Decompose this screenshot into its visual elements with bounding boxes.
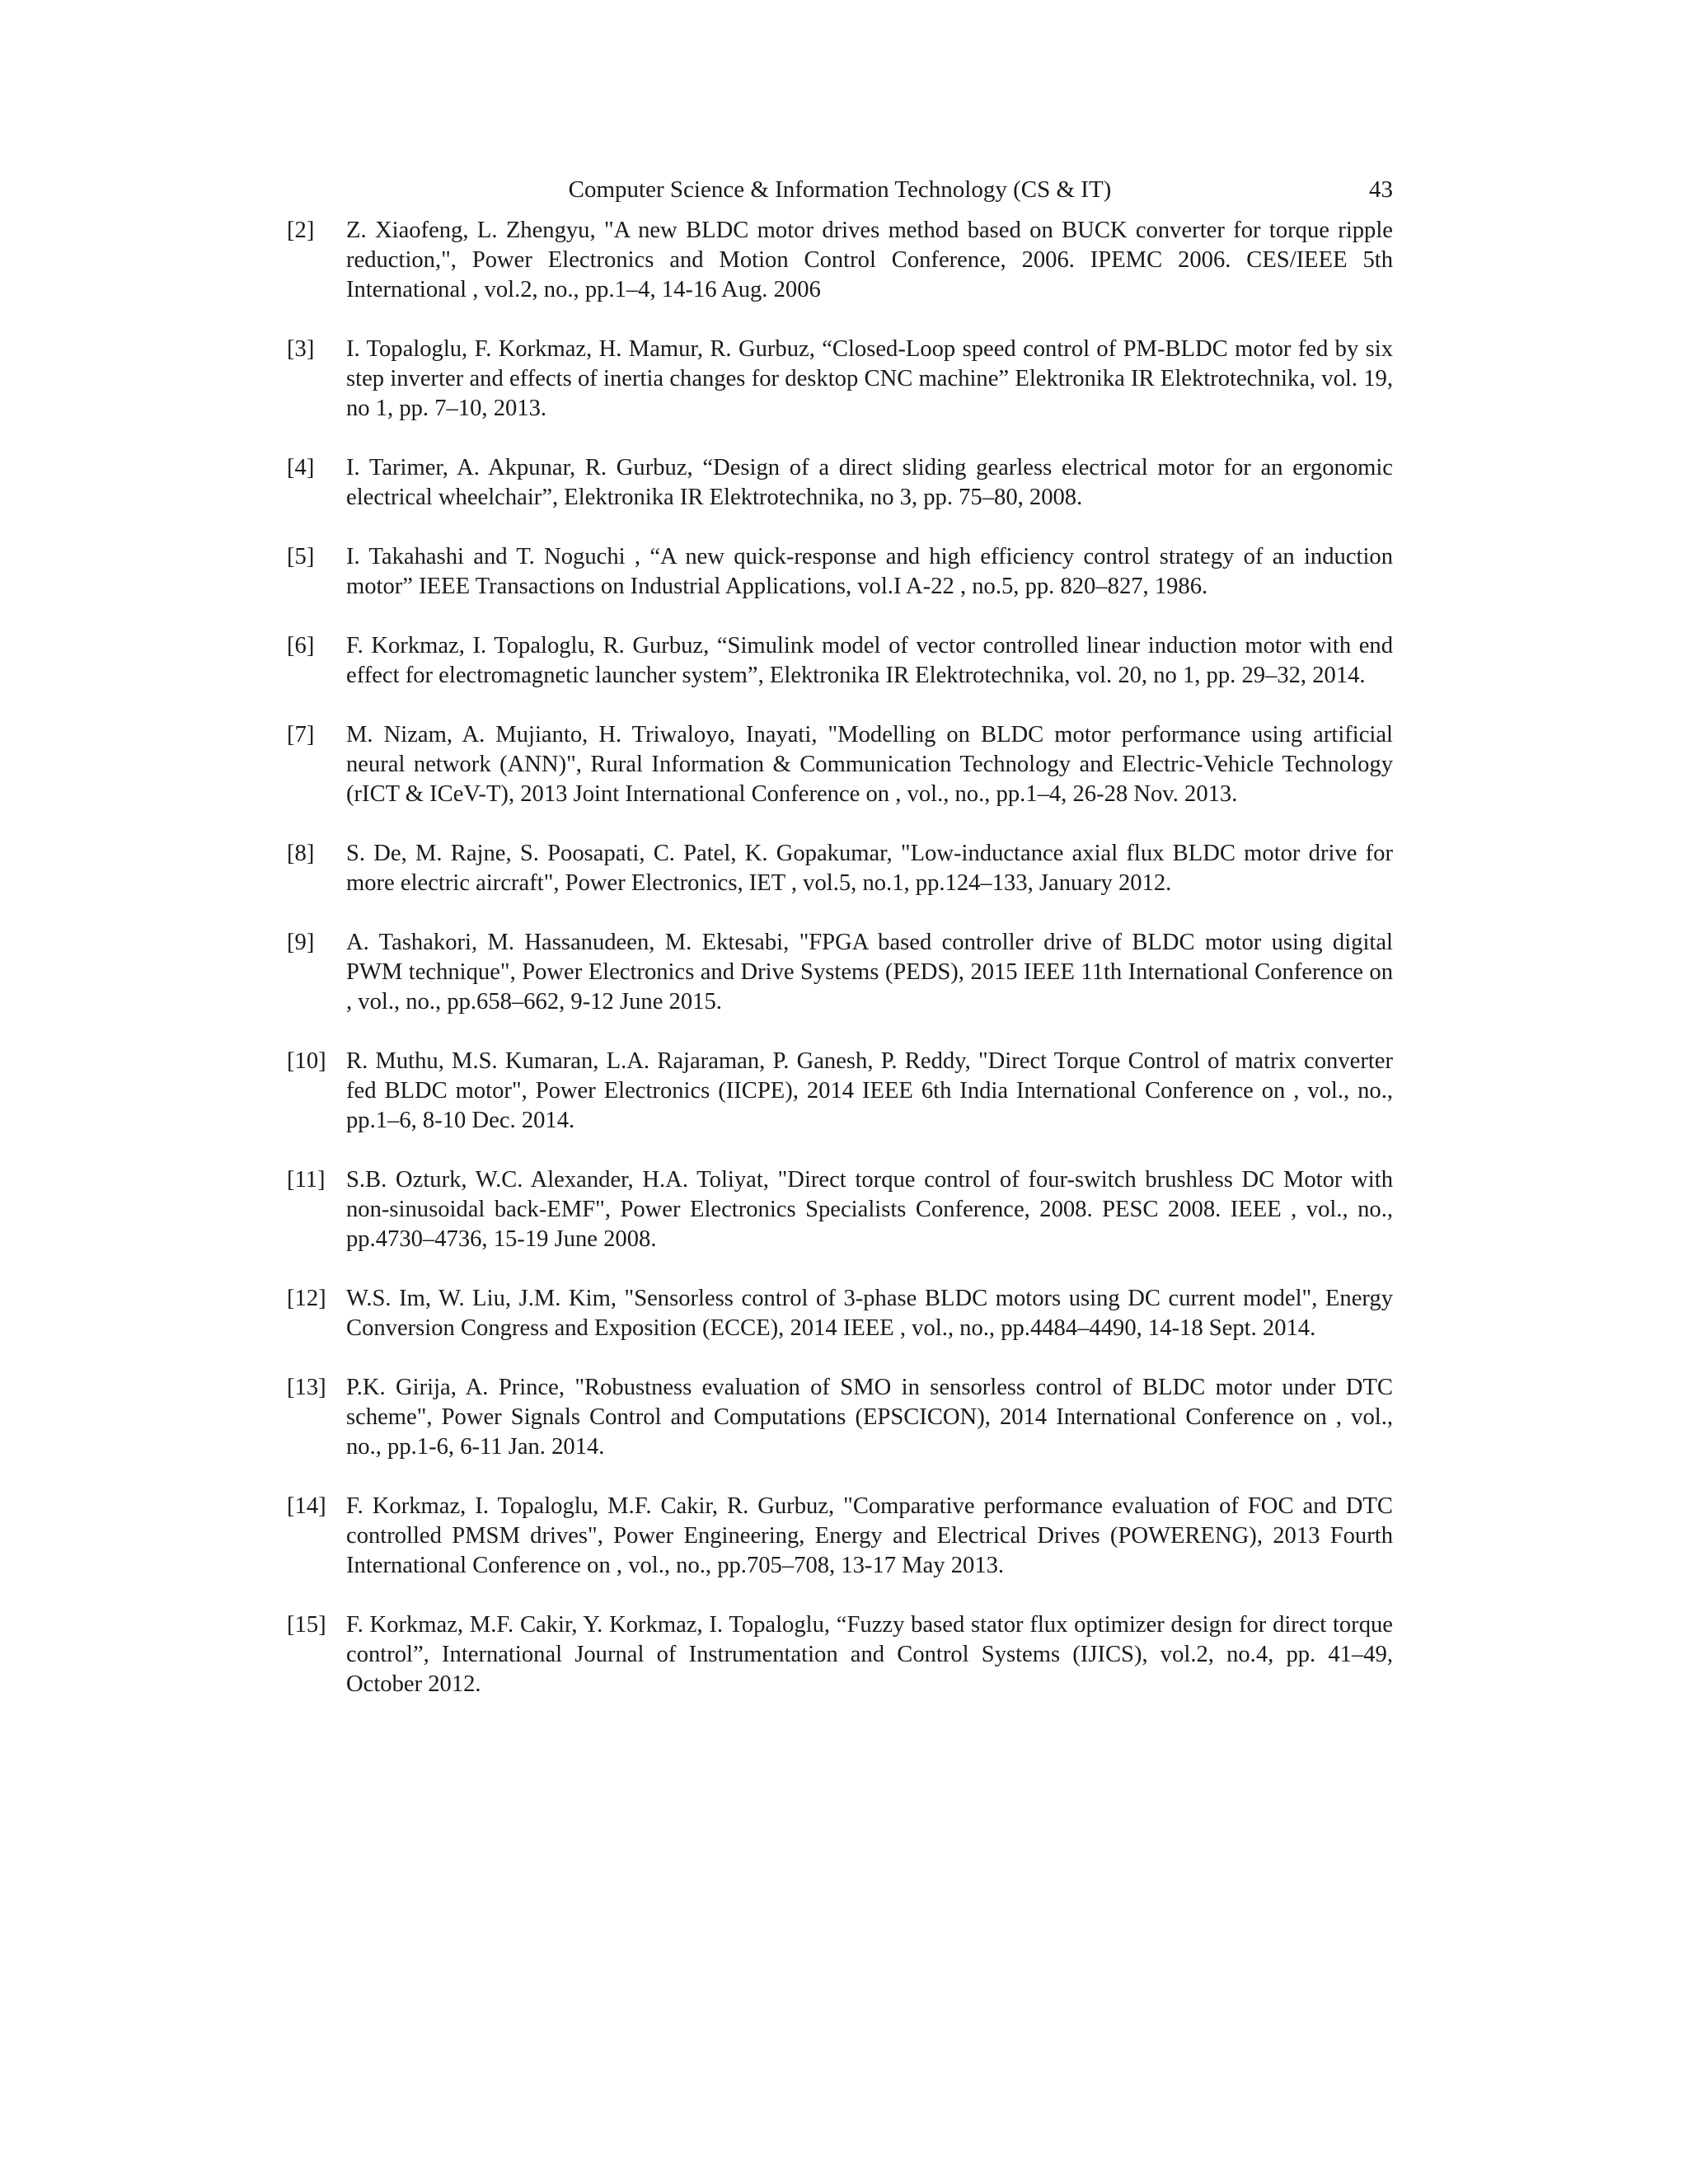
reference-text: M. Nizam, A. Mujianto, H. Triwaloyo, Inayati, "Modelling on BLDC motor performance using artificial neural network (ANN)", Rural Information & Communication Technology and Electric-Vehicle Technology (rICT & ICeV-T), 2013 Joint International Conference on , vol., no., pp.1–4, 26-28 Nov. 2013. xyxy=(346,722,1393,807)
reference-item xyxy=(287,928,1393,1017)
reference-number: [6] xyxy=(287,633,315,658)
reference-item xyxy=(287,542,1393,602)
reference-item xyxy=(287,1373,1393,1462)
reference-number: [2] xyxy=(287,218,315,243)
reference-number: [8] xyxy=(287,841,315,866)
reference-text: F. Korkmaz, I. Topaloglu, M.F. Cakir, R. Gurbuz, "Comparative performance evaluation of FOC and DTC controlled PMSM drives", Power Engineering, Energy and Electrical Drives (POWERENG), 2013 Fourth International Conference on , vol., no., pp.705–708, 13-17 May 2013. xyxy=(346,1493,1393,1578)
reference-item xyxy=(287,720,1393,809)
reference-text: I. Topaloglu, F. Korkmaz, H. Mamur, R. Gurbuz, “Closed-Loop speed control of PM-BLDC motor fed by six step inverter and effects of inertia changes for desktop CNC machine” Elektronika IR Elektrotechnika, vol. 19, no 1, pp. 7–10, 2013. xyxy=(346,336,1393,421)
reference-number: [4] xyxy=(287,455,315,480)
reference-text: Z. Xiaofeng, L. Zhengyu, "A new BLDC motor drives method based on BUCK converter for torque ripple reduction,", Power Electronics and Motion Control Conference, 2006. IPEMC 2006. CES/IEEE 5th International , vol.2, no., pp.1–4, 14-16 Aug. 2006 xyxy=(346,218,1393,302)
reference-item xyxy=(287,335,1393,424)
page-number: 43 xyxy=(1369,176,1393,203)
reference-item xyxy=(287,1492,1393,1581)
reference-item xyxy=(287,216,1393,305)
reference-text: W.S. Im, W. Liu, J.M. Kim, "Sensorless control of 3-phase BLDC motors using DC current model", Energy Conversion Congress and Exposition (ECCE), 2014 IEEE , vol., no., pp.4484–4490, 14-18 Sept. 2014. xyxy=(346,1286,1393,1341)
reference-item xyxy=(287,1610,1393,1699)
reference-number: [9] xyxy=(287,930,315,955)
reference-number: [5] xyxy=(287,544,315,569)
reference-text: P.K. Girija, A. Prince, "Robustness evaluation of SMO in sensorless control of BLDC motor under DTC scheme", Power Signals Control and Computations (EPSCICON), 2014 International Conference on , vol., no., pp.1-6, 6-11 Jan. 2014. xyxy=(346,1375,1393,1460)
reference-text: I. Tarimer, A. Akpunar, R. Gurbuz, “Design of a direct sliding gearless electrical motor for an ergonomic electrical wheelchair”, Elektronika IR Elektrotechnika, no 3, pp. 75–80, 2008. xyxy=(346,455,1393,510)
reference-text: I. Takahashi and T. Noguchi , “A new quick-response and high efficiency control strategy of an induction motor” IEEE Transactions on Industrial Applications, vol.I A-22 , no.5, pp. 820–827, 1986. xyxy=(346,544,1393,599)
reference-text: S. De, M. Rajne, S. Poosapati, C. Patel, K. Gopakumar, "Low-inductance axial flux BLDC motor drive for more electric aircraft", Power Electronics, IET , vol.5, no.1, pp.124–133, January 2012. xyxy=(346,841,1393,896)
reference-item xyxy=(287,839,1393,898)
running-header xyxy=(287,171,1393,208)
reference-number: [7] xyxy=(287,722,315,748)
reference-item xyxy=(287,1165,1393,1254)
reference-text: F. Korkmaz, I. Topaloglu, R. Gurbuz, “Simulink model of vector controlled linear induction motor with end effect for electromagnetic launcher system”, Elektronika IR Elektrotechnika, vol. 20, no 1, pp. 29–32, 2014. xyxy=(346,633,1393,688)
reference-item xyxy=(287,631,1393,691)
reference-item xyxy=(287,1047,1393,1136)
reference-text: A. Tashakori, M. Hassanudeen, M. Ektesabi, "FPGA based controller drive of BLDC motor using digital PWM technique", Power Electronics and Drive Systems (PEDS), 2015 IEEE 11th International Conference on , vol., no., pp.658–662, 9-12 June 2015. xyxy=(346,930,1393,1015)
reference-number: [14] xyxy=(287,1493,326,1519)
reference-number: [12] xyxy=(287,1286,326,1311)
reference-number: [15] xyxy=(287,1612,326,1638)
reference-item xyxy=(287,1284,1393,1343)
reference-number: [10] xyxy=(287,1048,326,1074)
reference-text: F. Korkmaz, M.F. Cakir, Y. Korkmaz, I. Topaloglu, “Fuzzy based stator flux optimizer design for direct torque control”, International Journal of Instrumentation and Control Systems (IJICS), vol.2, no.4, pp. 41–49, October 2012. xyxy=(346,1612,1393,1697)
reference-list xyxy=(287,216,1393,1729)
reference-item xyxy=(287,453,1393,513)
reference-text: R. Muthu, M.S. Kumaran, L.A. Rajaraman, P. Ganesh, P. Reddy, "Direct Torque Control of matrix converter fed BLDC motor", Power Electronics (IICPE), 2014 IEEE 6th India International Conference on , vol., no., pp.1–6, 8-10 Dec. 2014. xyxy=(346,1048,1393,1133)
reference-text: S.B. Ozturk, W.C. Alexander, H.A. Toliyat, "Direct torque control of four-switch brushless DC Motor with non-sinusoidal back-EMF", Power Electronics Specialists Conference, 2008. PESC 2008. IEEE , vol., no., pp.4730–4736, 15-19 June 2008. xyxy=(346,1167,1393,1252)
reference-number: [11] xyxy=(287,1167,326,1193)
reference-number: [3] xyxy=(287,336,315,362)
reference-number: [13] xyxy=(287,1375,326,1400)
journal-name: Computer Science & Information Technology (CS & IT) xyxy=(568,176,1112,203)
